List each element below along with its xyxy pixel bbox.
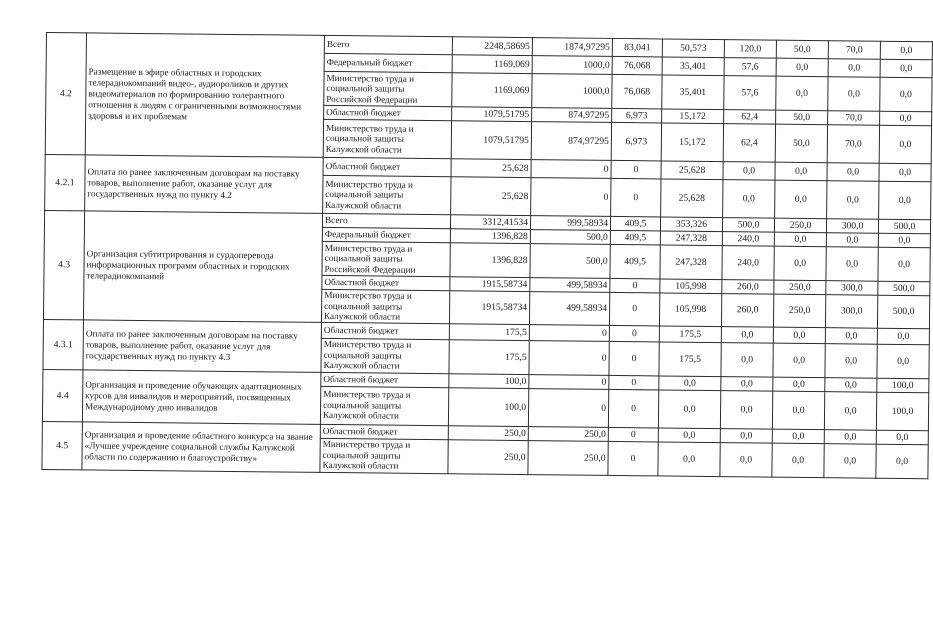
year-value: 0,0 bbox=[776, 76, 828, 111]
year-value: 0,0 bbox=[880, 111, 932, 126]
year-value: 409,5 bbox=[610, 244, 660, 279]
year-value: 0 bbox=[609, 292, 659, 325]
funding-source: Областной бюджет bbox=[321, 372, 449, 387]
funding-source: Министерство труда и социальной защиты Российской Федерации bbox=[324, 71, 452, 106]
year-value: 0 bbox=[531, 178, 611, 217]
year-value: 105,998 bbox=[659, 293, 721, 326]
year-value: 0,0 bbox=[825, 343, 877, 378]
funding-source: Областной бюджет bbox=[322, 275, 450, 290]
funding-source: Федеральный бюджет bbox=[322, 227, 450, 242]
year-value: 0,0 bbox=[774, 232, 826, 247]
total-value: 1079,51795 bbox=[451, 121, 531, 160]
year-value: 260,0 bbox=[722, 280, 774, 295]
year-value: 999,58934 bbox=[530, 216, 610, 231]
year-value: 120,0 bbox=[724, 40, 776, 59]
item-description: Оплата по ранее заключенным договорам на поставку товаров, выполнение работ, оказание услуг для государственных нужд по пункту 4.3 bbox=[83, 319, 322, 371]
year-value: 353,326 bbox=[660, 217, 722, 232]
total-value: 100,0 bbox=[449, 373, 529, 388]
year-value: 0,0 bbox=[723, 180, 775, 219]
year-value: 0 bbox=[609, 325, 659, 342]
year-value: 0,0 bbox=[721, 376, 773, 391]
year-value: 0 bbox=[611, 160, 661, 179]
year-value: 35,401 bbox=[662, 75, 724, 110]
year-value: 300,0 bbox=[826, 281, 878, 296]
item-number: 4.3 bbox=[43, 210, 84, 319]
year-value: 0,0 bbox=[773, 343, 825, 378]
item-number: 4.4 bbox=[42, 369, 83, 421]
item-number: 4.5 bbox=[42, 421, 83, 469]
year-value: 0,0 bbox=[775, 162, 827, 181]
year-value: 100,0 bbox=[876, 392, 928, 431]
year-value: 0,0 bbox=[879, 181, 931, 220]
year-value: 247,328 bbox=[660, 231, 722, 246]
year-value: 500,0 bbox=[722, 218, 774, 233]
year-value: 250,0 bbox=[528, 440, 608, 475]
year-value: 100,0 bbox=[877, 378, 929, 393]
funding-source: Областной бюджет bbox=[320, 424, 448, 439]
year-value: 0,0 bbox=[658, 389, 720, 428]
year-value: 0,0 bbox=[772, 391, 824, 430]
funding-source: Областной бюджет bbox=[323, 157, 451, 176]
total-value: 1915,58734 bbox=[449, 291, 529, 324]
year-value: 250,0 bbox=[774, 218, 826, 233]
item-description: Размещение в эфире областных и городских телерадиокомпаний видео-, аудиороликов и других видеоматериалов по формированию толерантного отношения к людям с ограниченными возможностями здоровья и их проблемам bbox=[85, 33, 324, 157]
total-value: 3312,41534 bbox=[450, 215, 530, 230]
year-value: 260,0 bbox=[721, 294, 773, 327]
year-value: 0,0 bbox=[827, 163, 879, 182]
year-value: 105,998 bbox=[660, 279, 722, 294]
total-value: 1915,58734 bbox=[450, 277, 530, 292]
total-value: 1396,828 bbox=[450, 243, 530, 278]
year-value: 83,041 bbox=[612, 38, 662, 57]
year-value: 175,5 bbox=[659, 341, 721, 376]
year-value: 70,0 bbox=[827, 125, 879, 164]
year-value: 1000,0 bbox=[532, 74, 612, 109]
funding-source: Министерство труда и социальной защиты Калужской области bbox=[320, 386, 448, 425]
year-value: 0 bbox=[608, 441, 658, 476]
year-value: 0 bbox=[608, 427, 658, 442]
year-value: 0,0 bbox=[658, 441, 720, 476]
total-value: 100,0 bbox=[448, 387, 528, 426]
year-value: 247,328 bbox=[660, 245, 722, 280]
year-value: 0 bbox=[531, 160, 611, 179]
funding-source: Министерство труда и социальной защиты Калужской области bbox=[320, 438, 448, 473]
year-value: 0,0 bbox=[828, 59, 880, 78]
year-value: 62,4 bbox=[724, 110, 776, 125]
funding-source: Федеральный бюджет bbox=[324, 53, 452, 72]
year-value: 0,0 bbox=[826, 233, 878, 248]
year-value: 300,0 bbox=[825, 295, 877, 328]
year-value: 25,628 bbox=[661, 179, 723, 218]
total-value: 1079,51795 bbox=[452, 107, 532, 122]
year-value: 0 bbox=[608, 389, 658, 428]
year-value: 0 bbox=[529, 324, 609, 341]
year-value: 0,0 bbox=[720, 428, 772, 443]
year-value: 409,5 bbox=[610, 216, 660, 231]
year-value: 0,0 bbox=[876, 444, 928, 479]
year-value: 500,0 bbox=[530, 244, 610, 279]
total-value: 175,5 bbox=[449, 339, 529, 374]
year-value: 0,0 bbox=[824, 429, 876, 444]
year-value: 300,0 bbox=[826, 219, 878, 234]
year-value: 0,0 bbox=[825, 377, 877, 392]
year-value: 0,0 bbox=[773, 327, 825, 344]
item-number: 4.2 bbox=[45, 33, 86, 155]
year-value: 874,97295 bbox=[532, 108, 612, 123]
year-value: 0,0 bbox=[776, 58, 828, 77]
year-value: 76,068 bbox=[612, 74, 662, 109]
year-value: 500,0 bbox=[878, 219, 930, 234]
year-value: 57,6 bbox=[724, 58, 776, 77]
year-value: 0,0 bbox=[878, 247, 930, 282]
year-value: 0,0 bbox=[659, 375, 721, 390]
year-value: 0,0 bbox=[828, 77, 880, 112]
item-description: Организация субтитрирования и сурдоперевода информационных программ областных и городских телерадиокомпаний bbox=[83, 211, 322, 322]
total-value: 25,628 bbox=[451, 159, 531, 178]
year-value: 500,0 bbox=[530, 230, 610, 245]
year-value: 0,0 bbox=[880, 41, 932, 60]
funding-source: Министерство труда и социальной защиты Российской Федерации bbox=[322, 241, 450, 276]
year-value: 1000,0 bbox=[532, 56, 612, 75]
total-value: 1169,069 bbox=[452, 55, 532, 74]
year-value: 240,0 bbox=[722, 232, 774, 247]
item-number: 4.2.1 bbox=[45, 154, 86, 210]
item-description: Оплата по ранее заключенным договорам на поставку товаров, выполнение работ, оказание услуг для государственных нужд по пункту 4.2 bbox=[85, 155, 324, 213]
year-value: 0,0 bbox=[721, 326, 773, 343]
year-value: 62,4 bbox=[723, 124, 775, 163]
funding-source: Всего bbox=[324, 35, 452, 54]
year-value: 0,0 bbox=[775, 180, 827, 219]
year-value: 0,0 bbox=[878, 233, 930, 248]
total-value: 175,5 bbox=[449, 323, 529, 340]
year-value: 0,0 bbox=[827, 181, 879, 220]
budget-table bbox=[41, 32, 933, 479]
year-value: 0 bbox=[529, 374, 609, 389]
year-value: 0,0 bbox=[880, 59, 932, 78]
year-value: 15,172 bbox=[662, 109, 724, 124]
year-value: 1874,97295 bbox=[532, 38, 612, 57]
funding-source: Областной бюджет bbox=[324, 105, 452, 120]
year-value: 0,0 bbox=[720, 390, 772, 429]
year-value: 50,573 bbox=[662, 39, 724, 58]
year-value: 70,0 bbox=[828, 41, 880, 60]
year-value: 0,0 bbox=[879, 163, 931, 182]
year-value: 250,0 bbox=[774, 280, 826, 295]
item-number: 4.3.1 bbox=[43, 319, 84, 369]
funding-source: Министерство труда и социальной защиты Калужской области bbox=[321, 338, 449, 373]
total-value: 1169,069 bbox=[452, 73, 532, 108]
year-value: 409,5 bbox=[610, 230, 660, 245]
year-value: 0,0 bbox=[723, 162, 775, 181]
year-value: 0 bbox=[609, 375, 659, 390]
year-value: 0 bbox=[529, 340, 609, 375]
year-value: 0,0 bbox=[877, 328, 929, 345]
year-value: 15,172 bbox=[661, 123, 723, 162]
year-value: 0,0 bbox=[774, 246, 826, 281]
year-value: 6,973 bbox=[611, 122, 661, 161]
year-value: 70,0 bbox=[828, 111, 880, 126]
funding-source: Министерство труда и социальной защиты Калужской области bbox=[323, 175, 451, 214]
year-value: 50,0 bbox=[776, 40, 828, 59]
year-value: 0,0 bbox=[879, 125, 931, 164]
year-value: 0,0 bbox=[826, 247, 878, 282]
year-value: 25,628 bbox=[661, 161, 723, 180]
year-value: 57,6 bbox=[724, 76, 776, 111]
year-value: 500,0 bbox=[877, 295, 929, 328]
year-value: 500,0 bbox=[878, 281, 930, 296]
item-description: Организация и проведение областного конкурса на звание «Лучшее учреждение социальной службы Калужской области по содержанию и благоустройству» bbox=[82, 421, 320, 471]
year-value: 0,0 bbox=[721, 342, 773, 377]
year-value: 175,5 bbox=[659, 325, 721, 342]
total-value: 250,0 bbox=[448, 425, 528, 440]
year-value: 50,0 bbox=[775, 124, 827, 163]
total-value: 250,0 bbox=[448, 439, 528, 474]
year-value: 874,97295 bbox=[531, 122, 611, 161]
year-value: 0 bbox=[611, 178, 661, 217]
funding-source: Всего bbox=[322, 213, 450, 228]
table-body bbox=[42, 33, 933, 479]
year-value: 240,0 bbox=[722, 246, 774, 281]
year-value: 50,0 bbox=[776, 110, 828, 125]
year-value: 0 bbox=[528, 388, 608, 427]
year-value: 0,0 bbox=[824, 443, 876, 478]
total-value: 1396,828 bbox=[450, 229, 530, 244]
funding-source: Областной бюджет bbox=[321, 322, 449, 339]
year-value: 0,0 bbox=[658, 427, 720, 442]
funding-source: Министерство труда и социальной защиты Калужской области bbox=[323, 119, 451, 158]
total-value: 2248,58695 bbox=[452, 37, 532, 56]
total-value: 25,628 bbox=[451, 177, 531, 216]
funding-source: Министерство труда и социальной защиты Калужской области bbox=[321, 289, 449, 323]
year-value: 0,0 bbox=[876, 430, 928, 445]
year-value: 0 bbox=[610, 278, 660, 293]
year-value: 250,0 bbox=[773, 294, 825, 327]
year-value: 0 bbox=[609, 341, 659, 376]
year-value: 76,068 bbox=[612, 56, 662, 75]
year-value: 0,0 bbox=[772, 443, 824, 478]
year-value: 499,58934 bbox=[530, 278, 610, 293]
year-value: 6,973 bbox=[612, 108, 662, 123]
item-description: Организация и проведение обучающих адаптационных курсов для инвалидов и мероприятий, посвященных Международному дню инвалидов bbox=[82, 369, 321, 423]
year-value: 0,0 bbox=[824, 391, 876, 430]
year-value: 250,0 bbox=[528, 426, 608, 441]
year-value: 0,0 bbox=[773, 377, 825, 392]
year-value: 35,401 bbox=[662, 57, 724, 76]
year-value: 0,0 bbox=[772, 429, 824, 444]
year-value: 499,58934 bbox=[529, 292, 609, 325]
year-value: 0,0 bbox=[825, 327, 877, 344]
year-value: 0,0 bbox=[720, 442, 772, 477]
year-value: 0,0 bbox=[880, 77, 932, 112]
year-value: 0,0 bbox=[877, 344, 929, 379]
